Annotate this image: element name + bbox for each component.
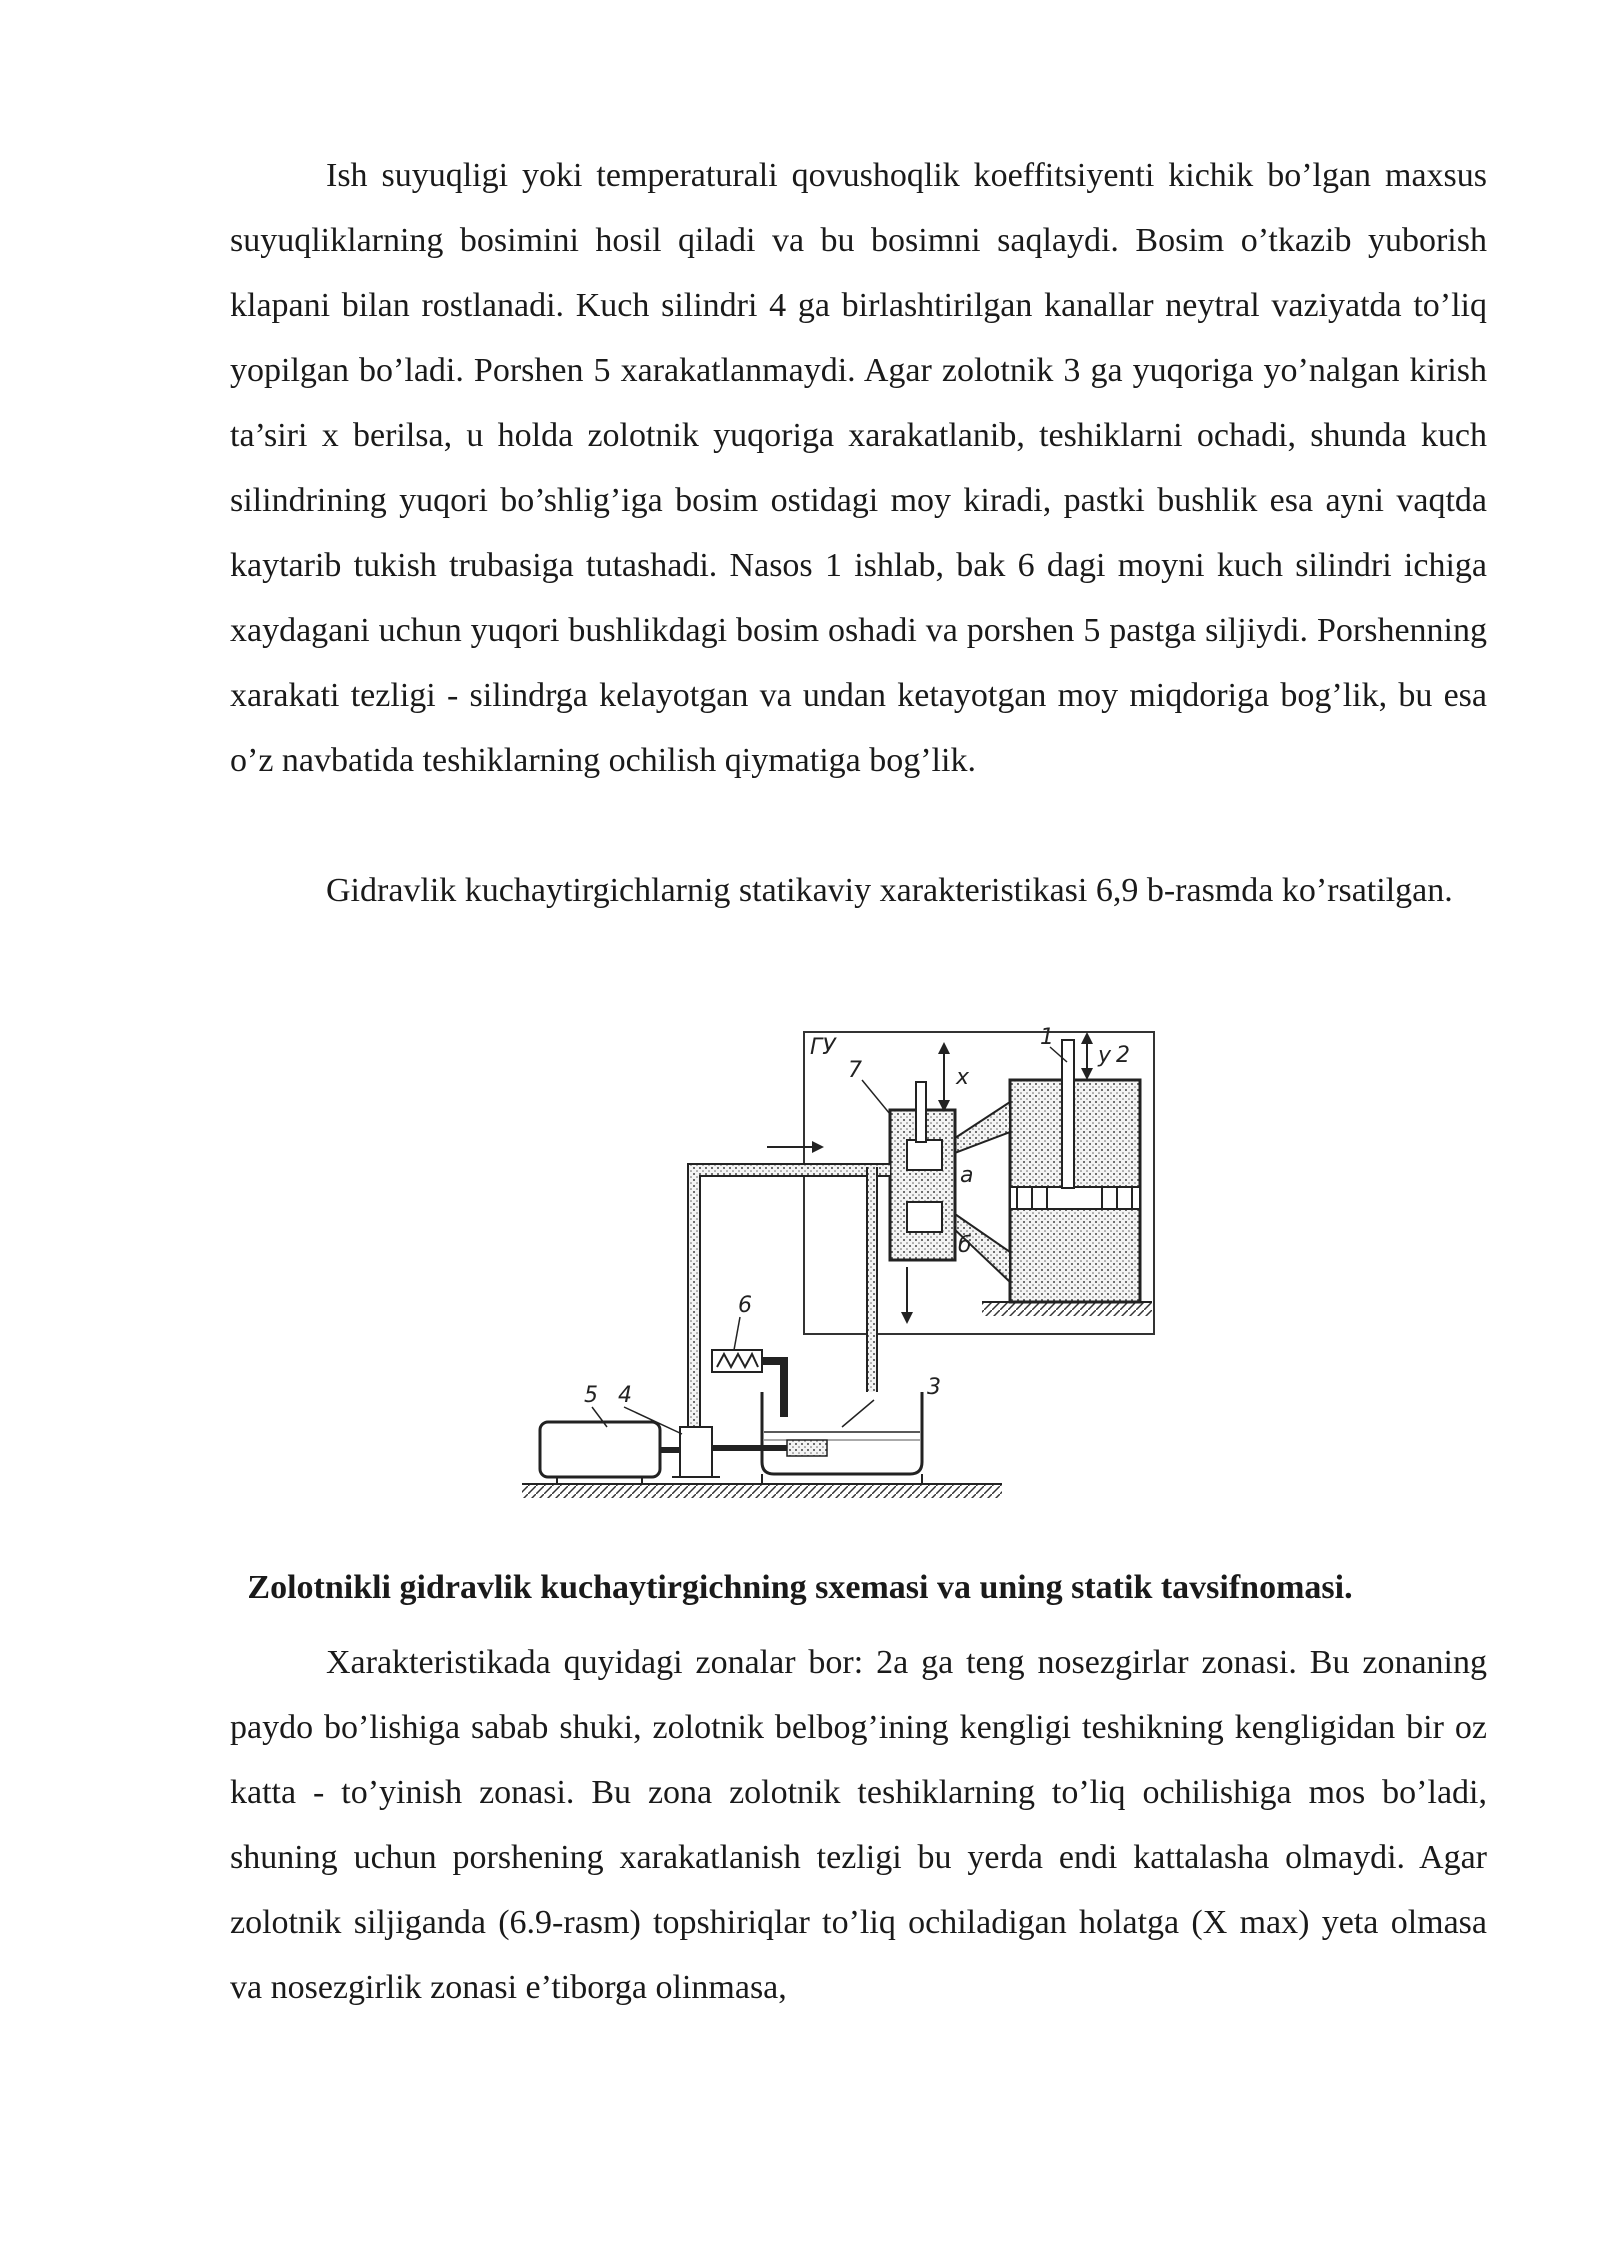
piston (1010, 1187, 1140, 1209)
label-1: 1 (1040, 1025, 1054, 1050)
body-paragraph-3: Xarakteristikada quyidagi zonalar bor: 2a ga teng nosezgirlar zonasi. Bu zonaning paydo bo’lishiga sabab shuki, zolotnik belbog’ining kengligi teshikning kengligidan bir oz katta - to’yinish zonasi. Bu zona zolotnik teshiklarning to’liq ochilishiga mos bo’ladi, shuning uchun porshening xarakatlanish tezligi bu yerda endi kattalasha olmaydi. Agar zolotnik siljiganda (6.9-rasm) topshiriqlar to’liq ochiladigan holatga (X max) yeta olmasa va nosezgirlik zonasi e’tiborga olinmasa, (230, 1644, 1487, 2006)
label-a: a (960, 1163, 974, 1188)
body-paragraph-1: Ish suyuqligi yoki temperaturali qovushoqlik koeffitsiyenti kichik bo’lgan maxsus suyuqliklarning bosimini hosil qiladi va bu bosimni saqlaydi. Bosim o’tkazib yuborish klapani bilan rostlanadi. Kuch silindri 4 ga birlashtirilgan kanallar neytral vaziyatda to’liq yopilgan bo’ladi. Porshen 5 xarakatlanmaydi. Agar zolotnik 3 ga yuqoriga yo’nalgan kirish ta’siri x berilsa, u holda zolotnik yuqoriga xarakatlanib, teshiklarni ochadi, shunda kuch silindrining yuqori bo’shlig’iga bosim ostidagi moy kiradi, pastki bushlik esa ayni vaqtda kaytarib tukish trubasiga tutashadi. Nasos 1 ishlab, bak 6 dagi moyni kuch silindri ichiga xaydagani uchun yuqori bushlikdagi bosim oshadi va porshen 5 pastga siljiydi. Porshenning xarakati tezligi - silindrga kelayotgan va undan ketayotgan moy miqdoriga bog’lik, bu esa o’z navbatida teshiklarning ochilish qiymatiga bog’lik. (230, 157, 1487, 779)
cylinder-base (982, 1302, 1152, 1316)
supply-pipe (694, 1170, 890, 1427)
label-5: 5 (584, 1383, 598, 1408)
label-4: 4 (618, 1383, 632, 1408)
label-gu: ГУ (810, 1035, 836, 1060)
label-3: 3 (927, 1375, 941, 1400)
label-y: y (1098, 1043, 1112, 1068)
body-paragraph-2: Gidravlik kuchaytirgichlarnig statikaviy xarakteristikasi 6,9 b-rasmda ko’rsatilgan. (326, 872, 1453, 909)
pump (680, 1427, 712, 1477)
figure-caption: Zolotnikli gidravlik kuchaytirgichning sxemasi va uning statik tavsifnomasi. (247, 1569, 1353, 1606)
label-b: б (958, 1233, 972, 1258)
label-x: x (956, 1065, 970, 1090)
tank-filter (787, 1440, 827, 1456)
spool-stem (916, 1082, 926, 1142)
label-7: 7 (848, 1058, 862, 1083)
piston-rod (1062, 1040, 1074, 1188)
electric-motor (540, 1422, 660, 1477)
label-6: 6 (738, 1293, 752, 1318)
label-2: 2 (1116, 1043, 1130, 1068)
ground-base (522, 1484, 1002, 1498)
hydraulic-amplifier-diagram (512, 1022, 1162, 1522)
